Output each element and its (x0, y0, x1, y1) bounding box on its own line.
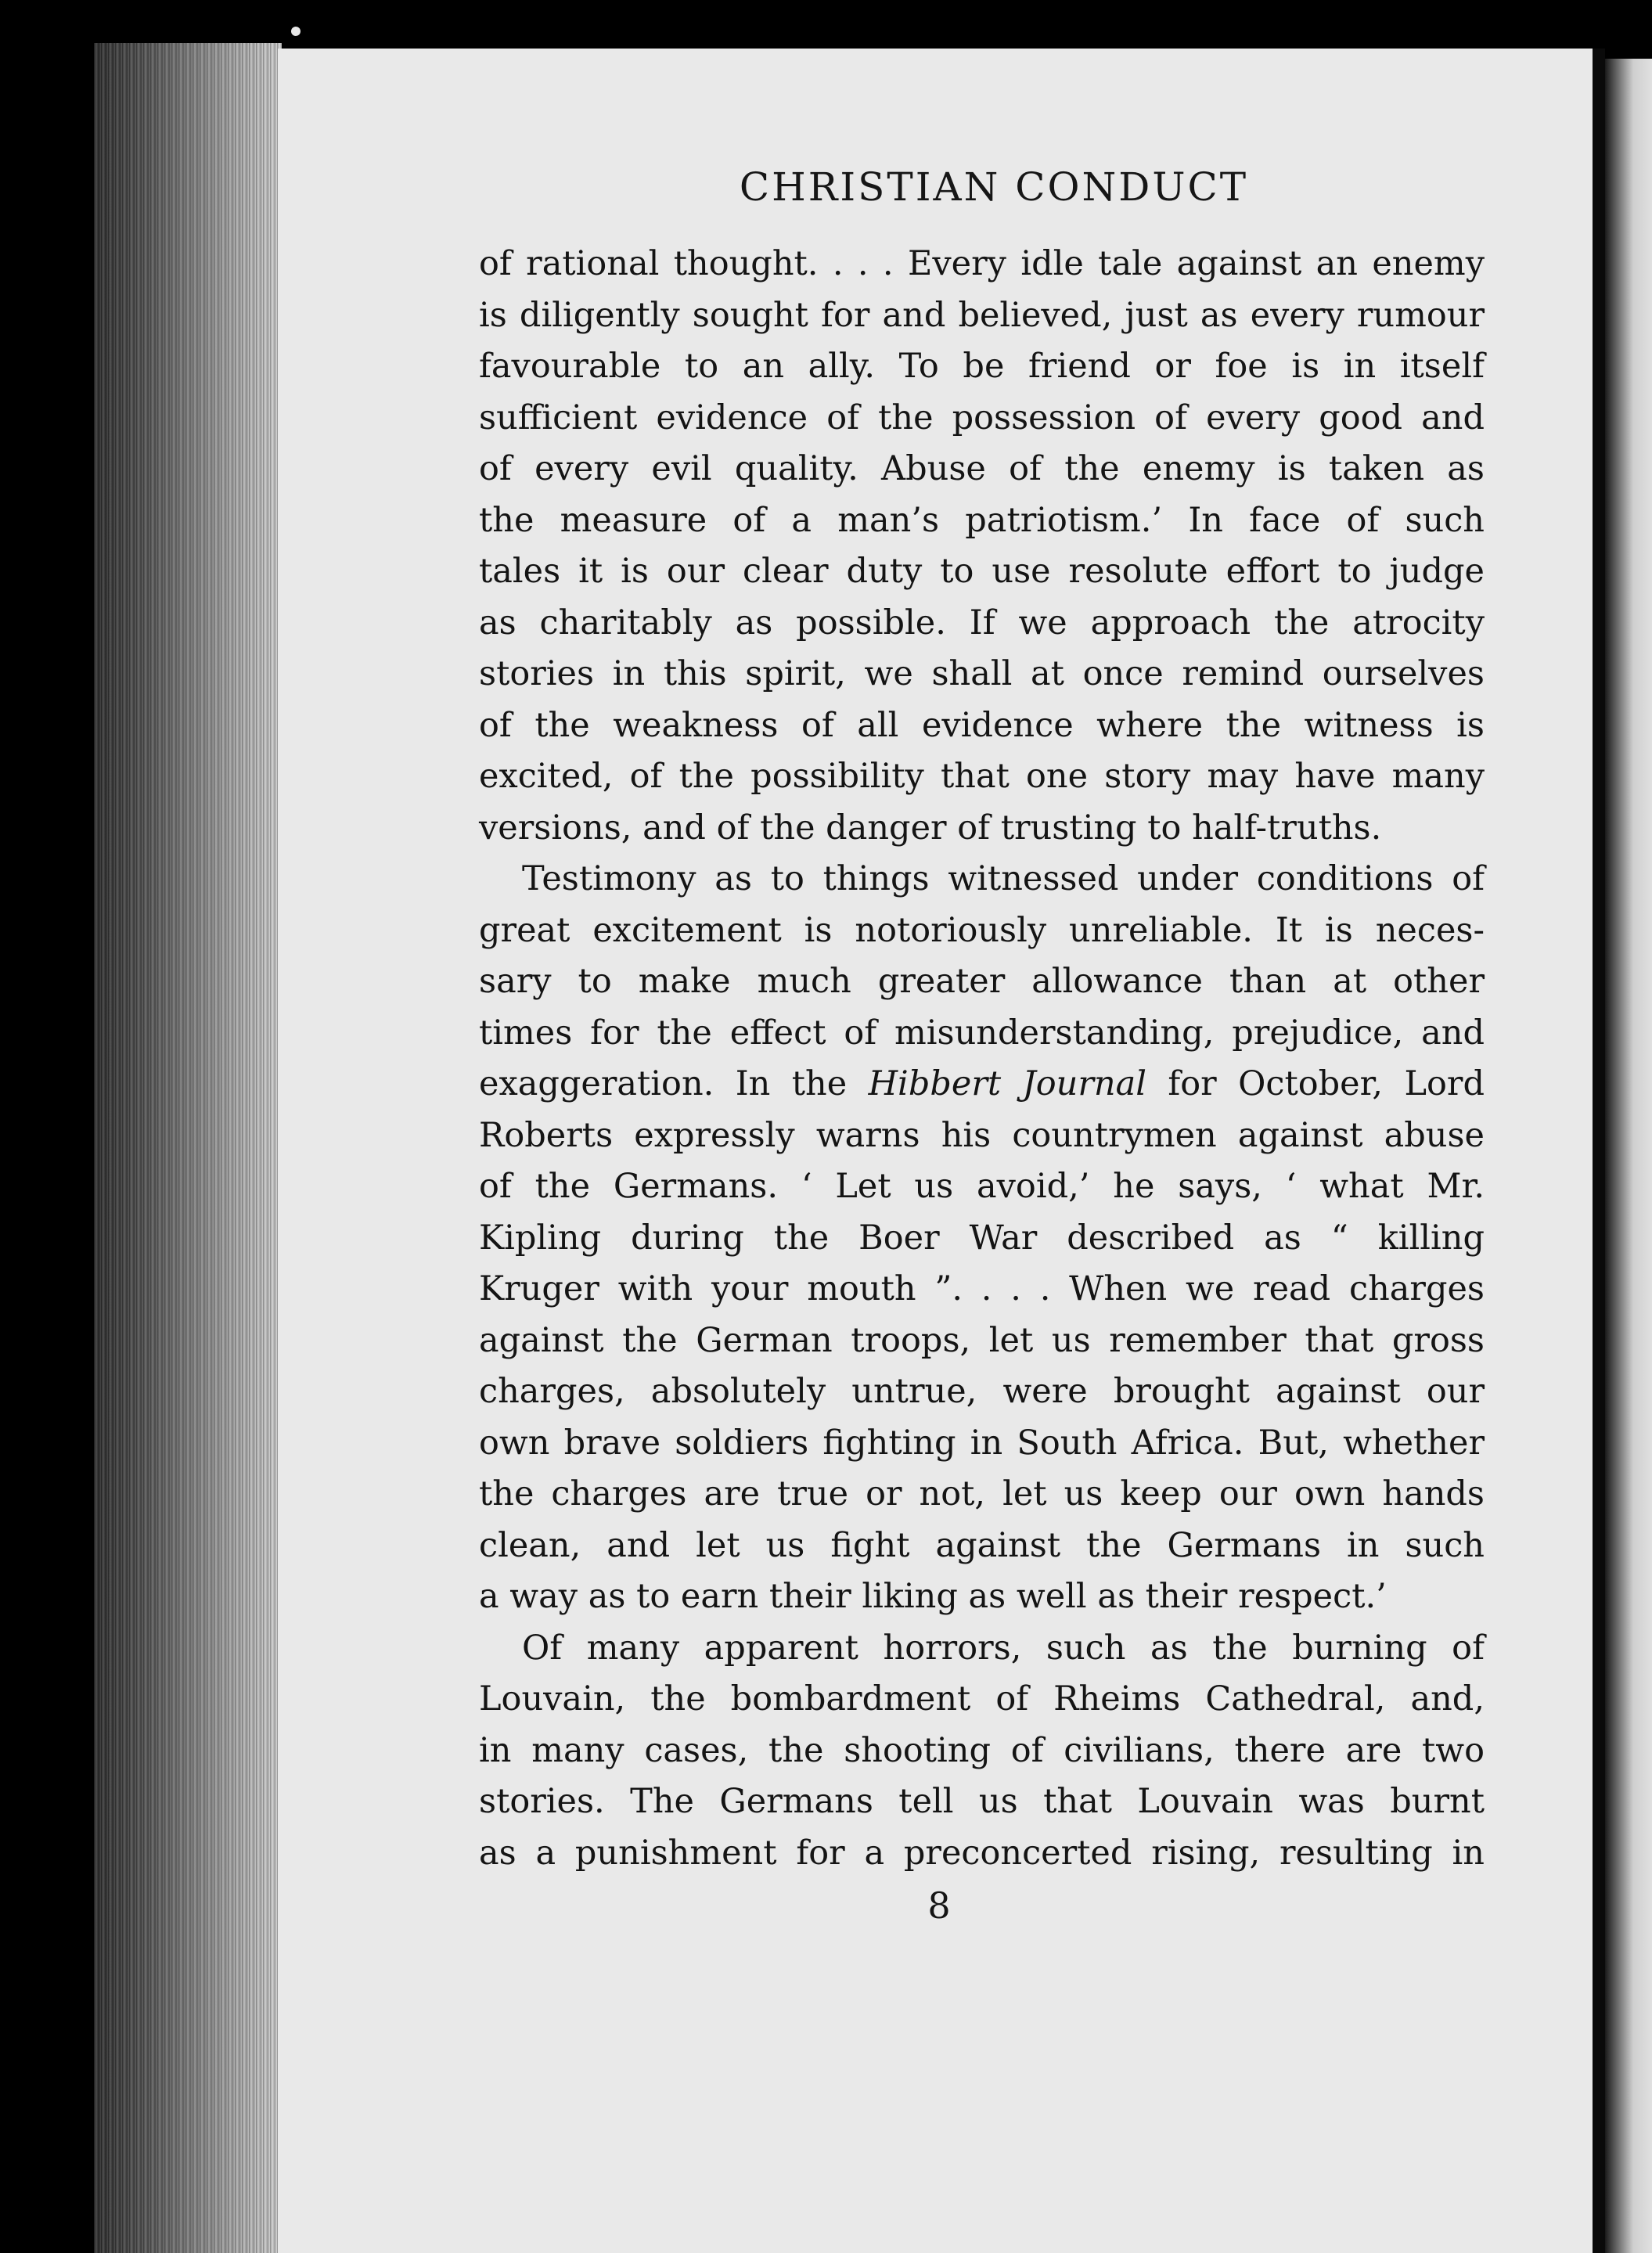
binding-gutter (94, 43, 282, 2253)
text-line: excited, of the possibility that one story may have many (479, 757, 1485, 796)
page-edge-shadow (1593, 49, 1605, 2253)
text-line: the measure of a man’s patriotism.’ In face of such (479, 500, 1485, 540)
text-line: Testimony as to things witnessed under conditions of (522, 859, 1485, 898)
text-line: stories in this spirit, we shall at once remind ourselves (479, 654, 1485, 693)
text-line: against the German troops, let us remember that gross (479, 1320, 1485, 1360)
page-number: 8 (927, 1884, 951, 1927)
text-line: is diligently sought for and believed, just as every rumour (479, 295, 1485, 335)
text-run: for October, Lord (1146, 1064, 1485, 1103)
text-line: sufficient evidence of the possession of every good and (479, 398, 1485, 437)
text-line: in many cases, the shooting of civilians, there are two (479, 1730, 1485, 1770)
text-line: favourable to an ally. To be friend or foe is in itself (479, 347, 1485, 386)
text-line: of every evil quality. Abuse of the enemy is taken as (479, 449, 1485, 488)
text-line: Of many apparent horrors, such as the burning of (522, 1628, 1485, 1668)
running-head: CHRISTIAN CONDUCT (739, 164, 1249, 210)
text-line: charges, absolutely untrue, were brought against our (479, 1372, 1485, 1411)
scan-speck (291, 27, 301, 36)
text-line: as a punishment for a preconcerted rising, resulting in (479, 1833, 1485, 1873)
text-run: exaggeration. In the (479, 1064, 869, 1103)
text-line: sary to make much greater allowance than at other (479, 962, 1485, 1001)
text-line: Louvain, the bombardment of Rheims Cathedral, and, (479, 1679, 1485, 1719)
text-line: versions, and of the danger of trusting to half-truths. (479, 808, 1382, 848)
text-line: times for the effect of misunderstanding, prejudice, and (479, 1013, 1485, 1053)
text-line: of the Germans. ‘ Let us avoid,’ he says, ‘ what Mr. (479, 1167, 1485, 1206)
body-text (479, 239, 1485, 1879)
facing-page-sliver (1605, 59, 1652, 2253)
text-line: the charges are true or not, let us keep our own hands (479, 1474, 1485, 1513)
text-line: Roberts expressly warns his countrymen against abuse (479, 1115, 1485, 1155)
text-line: a way as to earn their liking as well as their respect.’ (479, 1577, 1387, 1616)
text-line-with-italic (479, 1059, 1485, 1110)
text-line: Kruger with your mouth ”. . . . When we read charges (479, 1269, 1485, 1308)
text-line: as charitably as possible. If we approach the atrocity (479, 603, 1485, 642)
text-line: Kipling during the Boer War described as “ killing (479, 1218, 1485, 1258)
journal-title: Hibbert Journal (868, 1064, 1146, 1103)
text-line: of the weakness of all evidence where the witness is (479, 705, 1485, 745)
text-line: own brave soldiers fighting in South Africa. But, whether (479, 1423, 1485, 1463)
text-line: of rational thought. . . . Every idle tale against an enemy (479, 244, 1485, 283)
text-line: tales it is our clear duty to use resolute effort to judge (479, 552, 1485, 591)
text-line: stories. The Germans tell us that Louvain was burnt (479, 1782, 1485, 1821)
text-line: great excitement is notoriously unreliable. It is neces- (479, 910, 1485, 950)
text-line: clean, and let us fight against the Germans in such (479, 1525, 1485, 1565)
